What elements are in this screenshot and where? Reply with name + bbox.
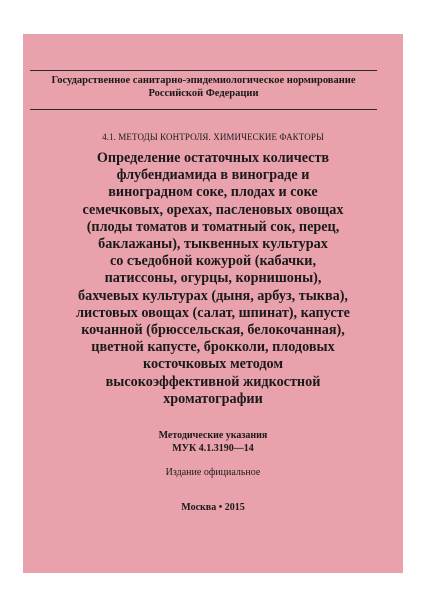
section-heading: 4.1. МЕТОДЫ КОНТРОЛЯ. ХИМИЧЕСКИЕ ФАКТОРЫ	[102, 132, 324, 142]
title-line: Определение остаточных количеств	[96, 150, 330, 166]
title-line: (плоды томатов и томатный сок, перец,	[86, 218, 340, 235]
title-line: флубендиамида в винограде и	[116, 167, 310, 184]
title-line: виноградном соке, плодах и соке	[108, 184, 318, 201]
document-type	[23, 430, 403, 455]
title-line: бахчевых культурах (дыня, арбуз, тыква),	[78, 287, 348, 304]
title-line: кочанной (брюссельская, белокочанная),	[81, 322, 345, 339]
title-line: баклажаны), тыквенных культурах	[98, 236, 328, 253]
document-type-label: Методические указания	[158, 430, 268, 441]
document-title	[28, 150, 398, 408]
title-line: семечковых, орехах, пасленовых овощах	[82, 201, 344, 218]
issuer-line-1: Государственное санитарно-эпидемиологическое нормирование	[51, 75, 356, 86]
city-year: Москва • 2015	[181, 502, 245, 513]
edition-label: Издание официальное	[165, 467, 261, 478]
document-code: МУК 4.1.3190—14	[172, 442, 254, 454]
issuer-header	[30, 74, 377, 100]
issuer-line-2: Российской Федерации	[148, 88, 259, 99]
title-line: высокоэффективной жидкостной	[105, 373, 321, 390]
title-line: патиссоны, огурцы, корнишоны),	[104, 270, 322, 287]
title-line: хроматографии	[163, 390, 263, 407]
title-line: со съедобной кожурой (кабачки,	[109, 253, 317, 270]
title-line: косточковых методом	[142, 356, 284, 373]
title-line: листовых овощах (салат, шпинат), капусте	[76, 304, 350, 321]
title-line: цветной капусте, брокколи, плодовых	[91, 339, 335, 356]
